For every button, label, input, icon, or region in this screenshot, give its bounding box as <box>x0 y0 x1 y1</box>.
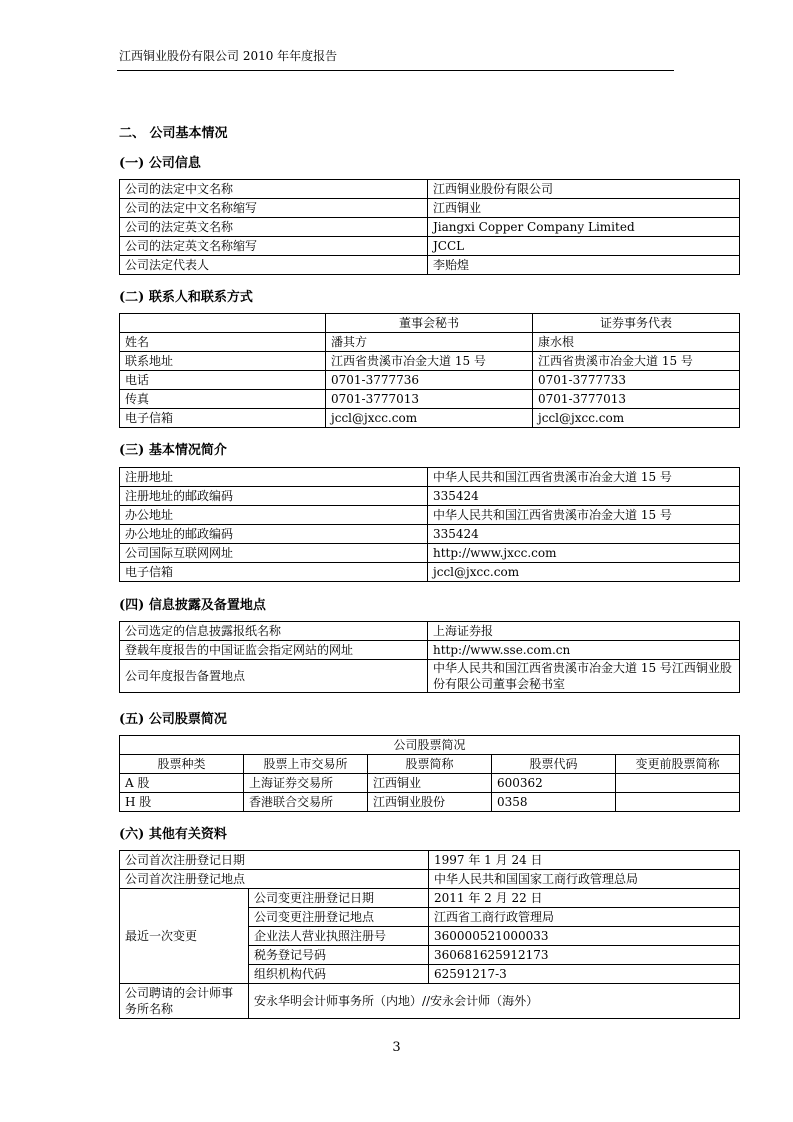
stock-cell: H 股 <box>120 793 244 812</box>
table-row <box>120 525 740 544</box>
table-row <box>120 352 740 371</box>
row-label: 公司法定代表人 <box>120 256 428 275</box>
secretary-value: 江西省贵溪市冶金大道 15 号 <box>326 352 533 371</box>
header-rule <box>117 70 674 71</box>
row-label: 注册地址的邮政编码 <box>120 487 428 506</box>
table-row <box>120 237 740 256</box>
report-header-title: 江西铜业股份有限公司 2010 年年度报告 <box>119 49 338 63</box>
table-row <box>120 199 740 218</box>
row-label: 公司的法定英文名称缩写 <box>120 237 428 256</box>
row-label: 公司的法定英文名称 <box>120 218 428 237</box>
stock-cell: 0358 <box>492 793 616 812</box>
heading-other-info: (六) 其他有关资料 <box>119 827 227 842</box>
column-header: 股票种类 <box>120 755 244 774</box>
heading-contacts: (二) 联系人和联系方式 <box>119 290 253 305</box>
table-row <box>120 870 740 889</box>
row-value: 335424 <box>428 487 740 506</box>
auditor-label: 公司聘请的会计师事务所名称 <box>120 984 249 1019</box>
table-row <box>120 180 740 199</box>
row-value: 中华人民共和国江西省贵溪市冶金大道 15 号 <box>428 468 740 487</box>
secretary-value: 0701-3777736 <box>326 371 533 390</box>
change-label: 公司变更注册登记日期 <box>249 889 429 908</box>
row-value: JCCL <box>428 237 740 256</box>
row-label: 公司国际互联网网址 <box>120 544 428 563</box>
row-value: 上海证券报 <box>428 622 740 641</box>
row-label: 电话 <box>120 371 326 390</box>
stock-cell: 600362 <box>492 774 616 793</box>
heading-company-info: (一) 公司信息 <box>119 156 201 171</box>
table-row <box>120 487 740 506</box>
securities-rep-value: 0701-3777013 <box>533 390 740 409</box>
stock-caption-row <box>120 736 740 755</box>
basic-info-table <box>119 467 740 582</box>
auditor-value: 安永华明会计师事务所（内地）//安永会计师（海外） <box>249 984 740 1019</box>
column-header: 股票简称 <box>368 755 492 774</box>
row-value: 335424 <box>428 525 740 544</box>
stock-cell: 江西铜业股份 <box>368 793 492 812</box>
contacts-table <box>119 313 740 428</box>
securities-rep-value: jccl@jxcc.com <box>533 409 740 428</box>
secretary-value: 潘其方 <box>326 333 533 352</box>
secretary-value: 0701-3777013 <box>326 390 533 409</box>
table-row <box>120 468 740 487</box>
first-reg-date-label: 公司首次注册登记日期 <box>120 851 429 870</box>
change-label: 公司变更注册登记地点 <box>249 908 429 927</box>
first-reg-place-value: 中华人民共和国国家工商行政管理总局 <box>429 870 740 889</box>
change-value: 360000521000033 <box>429 927 740 946</box>
row-value: http://www.jxcc.com <box>428 544 740 563</box>
stock-cell: A 股 <box>120 774 244 793</box>
disclosure-table <box>119 621 740 693</box>
column-header: 股票上市交易所 <box>244 755 368 774</box>
table-row <box>120 851 740 870</box>
change-value: 62591217-3 <box>429 965 740 984</box>
table-row <box>120 371 740 390</box>
row-label: 联系地址 <box>120 352 326 371</box>
row-label: 公司的法定中文名称缩写 <box>120 199 428 218</box>
stock-header-row <box>120 755 740 774</box>
row-value: 李贻煌 <box>428 256 740 275</box>
row-value: jccl@jxcc.com <box>428 563 740 582</box>
table-row <box>120 506 740 525</box>
securities-rep-value: 0701-3777733 <box>533 371 740 390</box>
table-row <box>120 218 740 237</box>
stock-cell: 香港联合交易所 <box>244 793 368 812</box>
row-label: 电子信箱 <box>120 409 326 428</box>
table-row <box>120 622 740 641</box>
row-label: 公司年度报告备置地点 <box>120 660 428 693</box>
table-row <box>120 333 740 352</box>
auditor-row <box>120 984 740 1019</box>
first-reg-place-label: 公司首次注册登记地点 <box>120 870 429 889</box>
stock-caption: 公司股票简况 <box>120 736 740 755</box>
table-row <box>120 256 740 275</box>
row-label: 公司的法定中文名称 <box>120 180 428 199</box>
stock-cell: 江西铜业 <box>368 774 492 793</box>
column-header: 股票代码 <box>492 755 616 774</box>
table-row <box>120 641 740 660</box>
table-row <box>120 409 740 428</box>
row-value: 中华人民共和国江西省贵溪市冶金大道 15 号江西铜业股份有限公司董事会秘书室 <box>428 660 740 693</box>
heading-stock: (五) 公司股票简况 <box>119 712 227 727</box>
change-label: 企业法人营业执照注册号 <box>249 927 429 946</box>
row-value: Jiangxi Copper Company Limited <box>428 218 740 237</box>
securities-rep-value: 康水根 <box>533 333 740 352</box>
row-label: 姓名 <box>120 333 326 352</box>
change-value: 2011 年 2 月 22 日 <box>429 889 740 908</box>
table-row <box>120 889 740 908</box>
contacts-header-row <box>120 314 740 333</box>
table-row <box>120 660 740 693</box>
row-value: 江西铜业 <box>428 199 740 218</box>
row-label: 办公地址的邮政编码 <box>120 525 428 544</box>
row-label: 电子信箱 <box>120 563 428 582</box>
table-row <box>120 390 740 409</box>
section-title-company-basics: 二、 公司基本情况 <box>119 126 228 141</box>
first-reg-date-value: 1997 年 1 月 24 日 <box>429 851 740 870</box>
stock-cell <box>616 793 740 812</box>
col-securities-rep: 证券事务代表 <box>533 314 740 333</box>
heading-disclosure: (四) 信息披露及备置地点 <box>119 598 266 613</box>
change-value: 360681625912173 <box>429 946 740 965</box>
row-label: 登载年度报告的中国证监会指定网站的网址 <box>120 641 428 660</box>
table-row <box>120 793 740 812</box>
table-row <box>120 544 740 563</box>
row-label: 公司选定的信息披露报纸名称 <box>120 622 428 641</box>
stock-cell <box>616 774 740 793</box>
heading-basic-info: (三) 基本情况简介 <box>119 443 227 458</box>
row-label: 注册地址 <box>120 468 428 487</box>
row-value: http://www.sse.com.cn <box>428 641 740 660</box>
stock-table <box>119 735 740 812</box>
secretary-value: jccl@jxcc.com <box>326 409 533 428</box>
table-row <box>120 563 740 582</box>
change-label: 组织机构代码 <box>249 965 429 984</box>
row-label: 办公地址 <box>120 506 428 525</box>
company-info-table <box>119 179 740 275</box>
page-number: 3 <box>392 1040 401 1055</box>
stock-cell: 上海证券交易所 <box>244 774 368 793</box>
row-label: 传真 <box>120 390 326 409</box>
row-value: 中华人民共和国江西省贵溪市冶金大道 15 号 <box>428 506 740 525</box>
change-label: 税务登记号码 <box>249 946 429 965</box>
recent-change-label: 最近一次变更 <box>120 889 249 984</box>
other-info-table <box>119 850 740 1019</box>
table-row <box>120 774 740 793</box>
contacts-corner-cell <box>120 314 326 333</box>
change-value: 江西省工商行政管理局 <box>429 908 740 927</box>
col-secretary: 董事会秘书 <box>326 314 533 333</box>
row-value: 江西铜业股份有限公司 <box>428 180 740 199</box>
column-header: 变更前股票简称 <box>616 755 740 774</box>
securities-rep-value: 江西省贵溪市冶金大道 15 号 <box>533 352 740 371</box>
